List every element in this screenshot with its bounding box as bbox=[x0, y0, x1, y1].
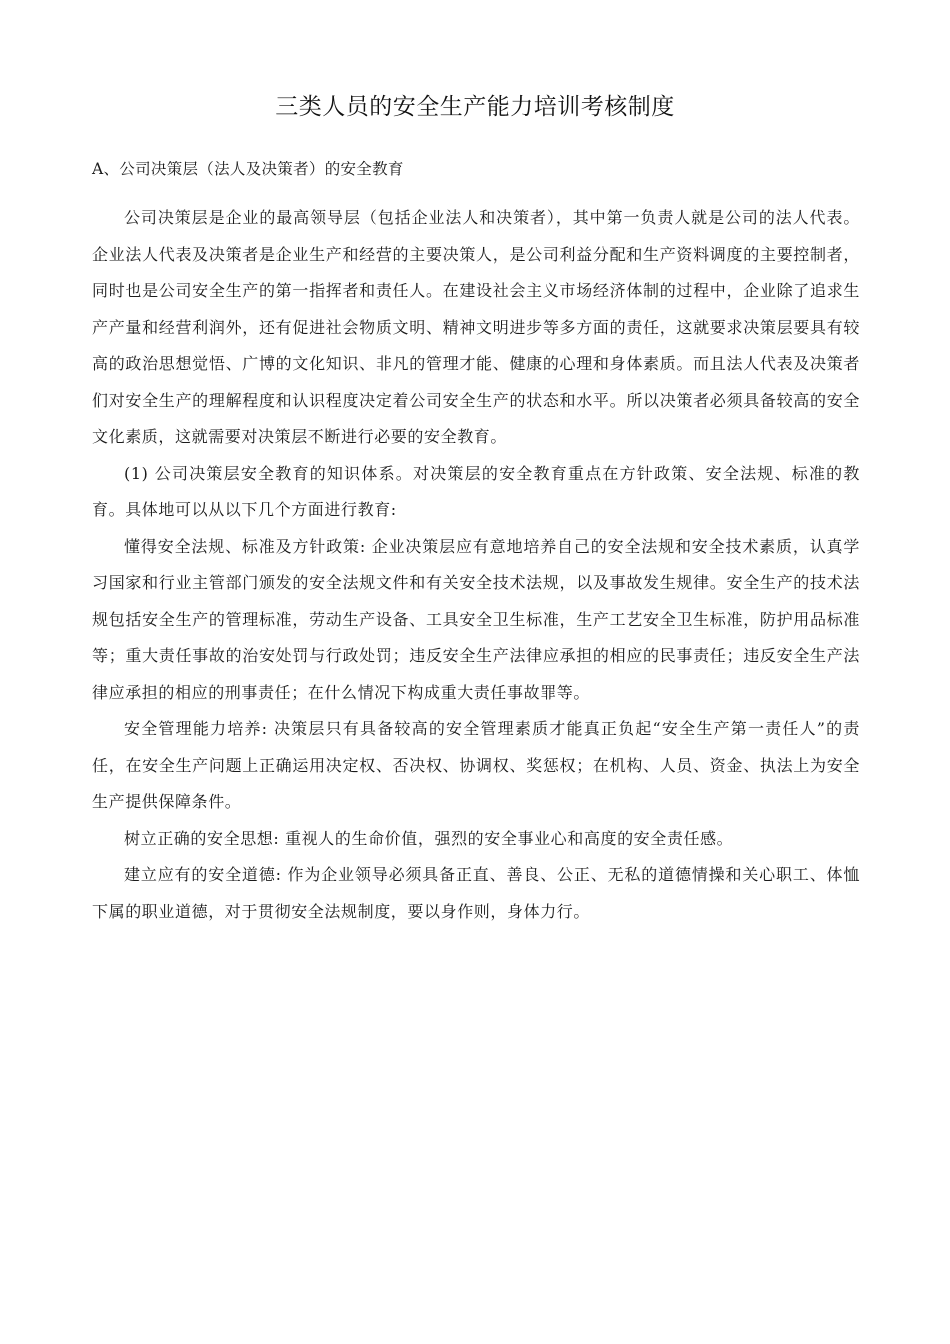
paragraph-safety-ethics: 建立应有的安全道德: 作为企业领导必须具备正直、善良、公正、无私的道德情操和关心职工、体恤下属的职业道德，对于贯彻安全法规制度，要以身作则，身体力行。 bbox=[92, 865, 860, 921]
body-text bbox=[92, 200, 860, 930]
document-title: 三类人员的安全生产能力培训考核制度 bbox=[275, 94, 675, 120]
paragraph-safety-thinking: 树立正确的安全思想: 重视人的生命价值，强烈的安全事业心和高度的安全责任感。 bbox=[124, 828, 734, 848]
paragraph-laws-standards: 懂得安全法规、标准及方针政策: 企业决策层应有意地培养自己的安全法规和安全技术素质，认真学习国家和行业主管部门颁发的安全法规文件和有关安全技术法规，以及事故发生规律。安全生产的技术法规包括安全生产的管理标准，劳动生产设备、工具安全卫生标准，生产工艺安全卫生标准，防护用品标准等；重大责任事故的治安处罚与行政处罚；违反安全生产法律应承担的相应的民事责任；违反安全生产法律应承担的相应的刑事责任；在什么情况下构成重大责任事故罪等。 bbox=[92, 536, 860, 702]
paragraph-decision-layer-intro: 公司决策层是企业的最高领导层（包括企业法人和决策者），其中第一负责人就是公司的法人代表。企业法人代表及决策者是企业生产和经营的主要决策人，是公司利益分配和生产资料调度的主要控制者，同时也是公司安全生产的第一指挥者和责任人。在建设社会主义市场经济体制的过程中，企业除了追求生产产量和经营利润外，还有促进社会物质文明、精神文明进步等多方面的责任，这就要求决策层要具有较高的政治思想觉悟、广博的文化知识、非凡的管理才能、健康的心理和身体素质。而且法人代表及决策者们对安全生产的理解程度和认识程度决定着公司安全生产的状态和水平。所以决策者必须具备较高的安全文化素质，这就需要对决策层不断进行必要的安全教育。 bbox=[92, 208, 860, 446]
section-a-heading: A、公司决策层（法人及决策者）的安全教育 bbox=[92, 160, 404, 178]
paragraph-management-ability: 安全管理能力培养: 决策层只有具备较高的安全管理素质才能真正负起“安全生产第一责任人”的责任，在安全生产问题上正确运用决定权、否决权、协调权、奖惩权；在机构、人员、资金、执法上为安全生产提供保障条件。 bbox=[92, 719, 860, 811]
paragraph-knowledge-system: (1) 公司决策层安全教育的知识体系。对决策层的安全教育重点在方针政策、安全法规、标准的教育。具体地可以从以下几个方面进行教育: bbox=[92, 463, 860, 519]
